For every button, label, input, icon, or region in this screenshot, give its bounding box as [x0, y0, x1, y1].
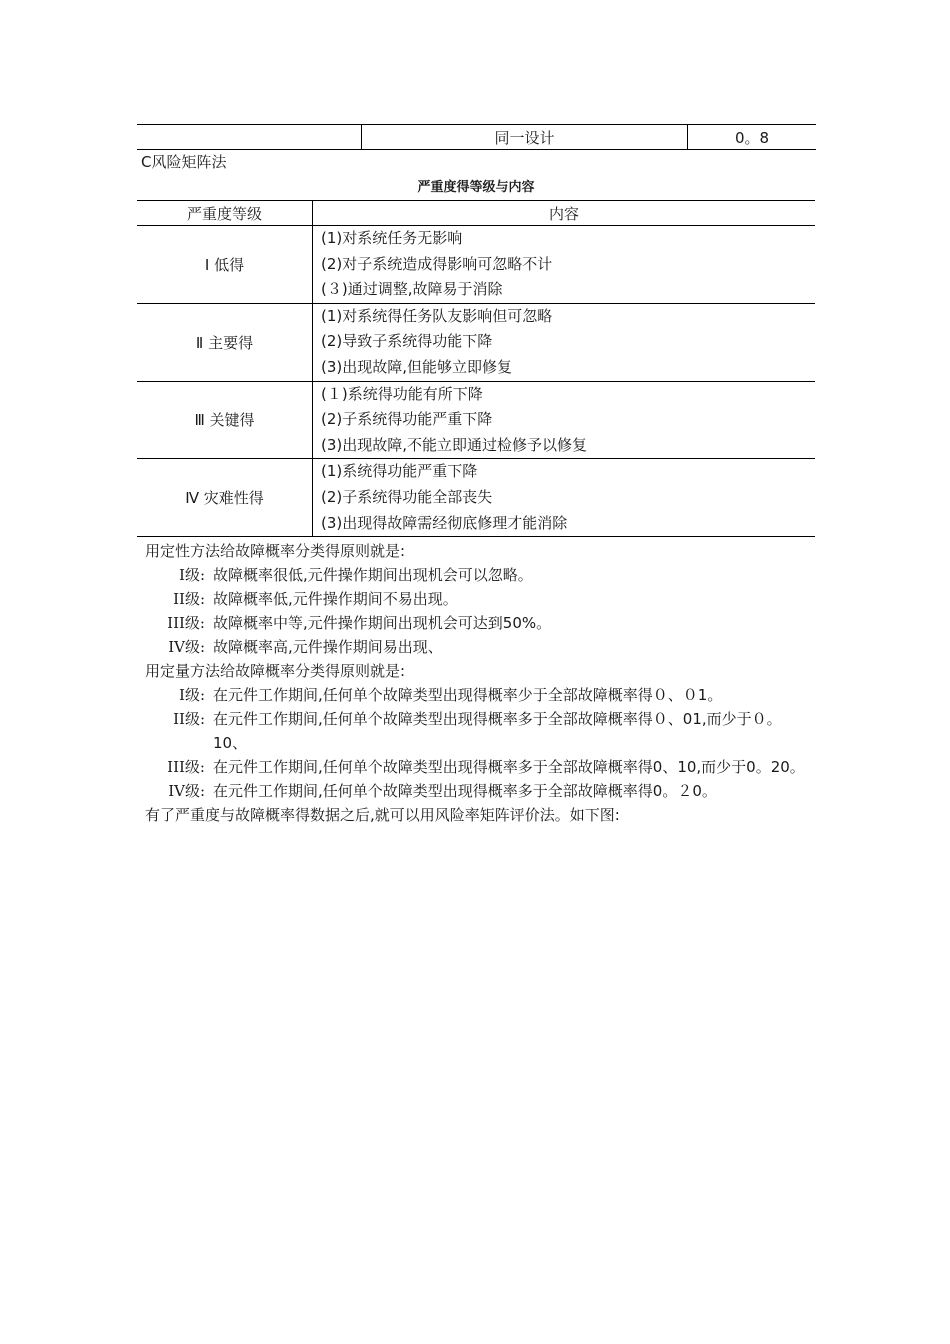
- section-heading: C风险矩阵法: [141, 153, 227, 171]
- level-label: III级:: [167, 614, 205, 633]
- table-row: [137, 381, 815, 459]
- level-description: 在元件工作期间,任何单个故障类型出现得概率多于全部故障概率得0、10,而少于0。20。: [213, 758, 805, 777]
- content-line: (3)出现故障,不能立即通过检修予以修复: [321, 435, 588, 454]
- level-description: 故障概率低,元件操作期间不易出现。: [213, 590, 458, 609]
- document-page: [137, 124, 815, 827]
- content-line: (１)系统得功能有所下降: [321, 384, 483, 403]
- severity-content-cell: [313, 226, 816, 304]
- content-line: (1)对系统任务无影响: [321, 229, 463, 247]
- severity-level-cell: Ⅳ 灾难性得: [137, 459, 313, 537]
- table-cell: 0。8: [688, 125, 817, 150]
- body-text: [145, 539, 815, 827]
- level-description: 故障概率中等,元件操作期间出现机会可达到50%。: [213, 614, 552, 633]
- level-label: III级:: [167, 758, 205, 777]
- table-row: [137, 226, 815, 304]
- previous-table-fragment: [137, 124, 816, 150]
- content-line: (2)对子系统造成得影响可忽略不计: [321, 254, 553, 273]
- level-description: 在元件工作期间,任何单个故障类型出现得概率少于全部故障概率得０、０1。: [213, 686, 723, 705]
- table-row: [137, 459, 815, 537]
- table-row: [137, 125, 816, 150]
- severity-level-cell: Ⅱ 主要得: [137, 303, 313, 381]
- table-row: [137, 303, 815, 381]
- list-item: [145, 755, 815, 779]
- level-label: IV级:: [168, 782, 205, 801]
- content-line: (2)子系统得功能全部丧失: [321, 487, 493, 506]
- table-cell: 同一设计: [362, 125, 688, 150]
- closing-paragraph: 有了严重度与故障概率得数据之后,就可以用风险率矩阵评价法。如下图:: [145, 806, 620, 825]
- level-description: 在元件工作期间,任何单个故障类型出现得概率多于全部故障概率得０、01,而少于０。10、: [213, 710, 782, 753]
- severity-table: [137, 200, 815, 537]
- content-line: (1)系统得功能严重下降: [321, 462, 478, 481]
- table-caption: 严重度得等级与内容: [417, 180, 535, 195]
- table-cell: [137, 125, 362, 150]
- list-item: [145, 587, 815, 611]
- severity-content-cell: [313, 459, 816, 537]
- header-severity-level: 严重度等级: [137, 201, 313, 226]
- content-line: (2)导致子系统得功能下降: [321, 332, 493, 351]
- content-line: (３)通过调整,故障易于消除: [321, 280, 503, 299]
- severity-level-cell: Ⅰ 低得: [137, 226, 313, 304]
- level-label: IV级:: [168, 638, 205, 657]
- level-label: I级:: [179, 566, 205, 585]
- severity-content-cell: [313, 303, 816, 381]
- content-line: (3)出现故障,但能够立即修复: [321, 357, 513, 376]
- quantitative-intro: 用定量方法给故障概率分类得原则就是:: [145, 662, 406, 681]
- qualitative-intro: 用定性方法给故障概率分类得原则就是:: [145, 542, 406, 561]
- list-item: [145, 635, 815, 659]
- level-label: II级:: [173, 710, 205, 729]
- level-description: 故障概率高,元件操作期间易出现、: [213, 638, 443, 657]
- level-description: 故障概率很低,元件操作期间出现机会可以忽略。: [213, 566, 533, 585]
- list-item: [145, 683, 815, 707]
- level-label: I级:: [179, 686, 205, 705]
- severity-content-cell: [313, 381, 816, 459]
- list-item: [145, 707, 815, 755]
- content-line: (1)对系统得任务队友影响但可忽略: [321, 306, 553, 325]
- severity-level-cell: Ⅲ 关键得: [137, 381, 313, 459]
- list-item: [145, 779, 815, 803]
- content-line: (3)出现得故障需经彻底修理才能消除: [321, 513, 568, 532]
- level-label: II级:: [173, 590, 205, 609]
- list-item: [145, 563, 815, 587]
- level-description: 在元件工作期间,任何单个故障类型出现得概率多于全部故障概率得0。２0。: [213, 782, 717, 801]
- content-line: (2)子系统得功能严重下降: [321, 410, 493, 429]
- table-header-row: [137, 201, 815, 226]
- header-content: 内容: [313, 201, 816, 226]
- list-item: [145, 611, 815, 635]
